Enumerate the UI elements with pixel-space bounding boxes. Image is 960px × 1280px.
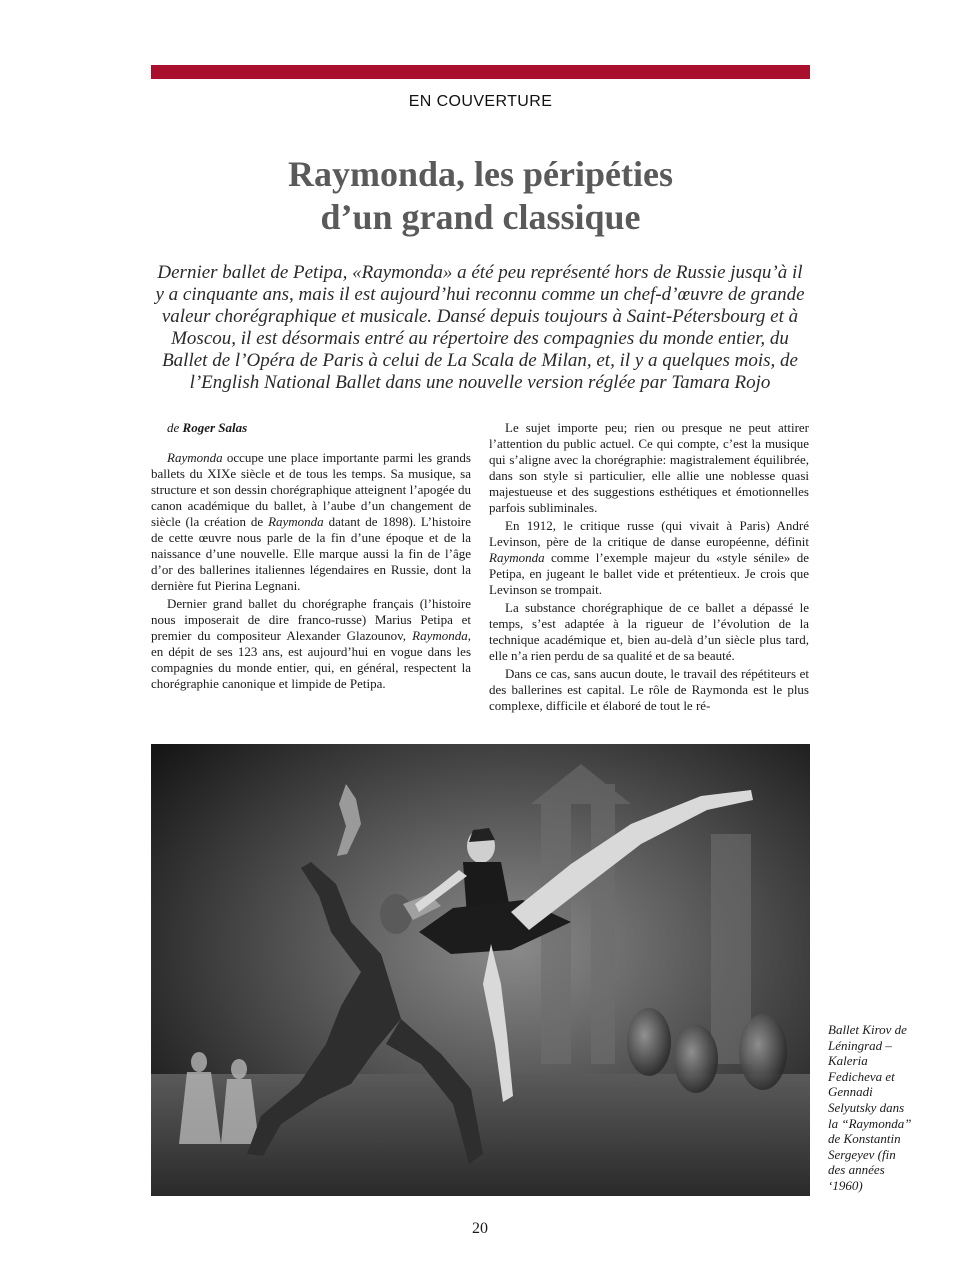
article-title-line-1: Raymonda, les péripéties	[288, 154, 673, 194]
article-title-line-2: d’un grand classique	[320, 197, 641, 237]
byline	[151, 420, 471, 436]
lead-line: valeur chorégraphique et musicale. Dansé depuis toujours à Saint-Pétersbourg et à	[161, 306, 799, 327]
lead-line: Ballet de l’Opéra de Paris à celui de La Scala de Milan, et, il y a quelques mois, de	[162, 350, 798, 371]
lead-line: l’English National Ballet dans une nouvelle version réglée par Tamara Rojo	[189, 372, 771, 393]
section-accent-bar	[151, 65, 810, 79]
body-paragraph: Raymonda occupe une place importante parmi les grands ballets du XIXe siècle et de tous les temps. Sa musique, sa structure et son dessin chorégraphique atteignent l’apogée du canon académique du ballet, à l’aube d’un changement de siècle (la création de Raymonda datant de 1898). L’histoire de cette œuvre nous parle de la fin d’une époque et de la naissance d’une nouvelle. Elle marque aussi la fin de l’âge d’or des ballerines italiennes légendaires en Russie, dont la dernière fut Pierina Legnani.	[151, 450, 472, 593]
page-number: 20	[472, 1220, 488, 1237]
article-lead	[140, 262, 820, 394]
body-paragraph: La substance chorégraphique de ce ballet a dépassé le temps, s’est adaptée à la rigueur de l’évolution de la technique académique et, bien au-delà d’un siècle plus tard, elle n’a rien perdu de sa qualité et de sa beauté.	[489, 600, 809, 663]
lead-line: Moscou, il est désormais entré au répertoire des compagnies du monde entier, du	[171, 328, 789, 349]
byline-prefix: de	[167, 420, 180, 435]
body-paragraph: Le sujet importe peu; rien ou presque ne peut attirer l’attention du public actuel. Ce qui compte, c’est la musique qui s’aligne avec la chorégraphie: magistralement équilibrée, dans son style si particulier, elle allie une noblesse quasi majestueuse et des suggestions esthétiques et émotionnelles parfois subliminales.	[489, 420, 809, 515]
article-title	[151, 153, 810, 239]
body-paragraph: En 1912, le critique russe (qui vivait à Paris) André Levinson, père de la critique de danse européenne, définit Raymonda comme l’exemple majeur du «style sénile» de Petipa, en jugeant le ballet vide et prétentieux. Je crois que Levinson se trompait.	[489, 518, 809, 597]
photo-caption: Ballet Kirov de Léningrad – Kaleria Fedicheva et Gennadi Selyutsky dans la “Raymonda” de Konstantin Sergeyev (fin des années ‘1960)	[828, 1022, 912, 1193]
body-paragraph: Dans ce cas, sans aucun doute, le travail des répétiteurs et des ballerines est capital. Le rôle de Raymonda est le plus complexe, difficile et élaboré de tout le ré-	[489, 666, 809, 713]
lead-line: Dernier ballet de Petipa, «Raymonda» a été peu représenté hors de Russie jusqu’à il	[157, 262, 803, 283]
section-label: EN COUVERTURE	[408, 93, 553, 110]
text-column-left	[151, 420, 471, 694]
ballet-photo	[151, 744, 810, 1196]
lead-line: y a cinquante ans, mais il est aujourd’hui reconnu comme un chef-d’œuvre de grande	[155, 284, 805, 305]
byline-author: Roger Salas	[182, 420, 248, 435]
body-paragraph: Dernier grand ballet du chorégraphe français (l’histoire nous imposerait de dire franco-russe) Marius Petipa et premier du compositeur Alexander Glazounov, Raymonda, en dépit de ses 123 ans, est aujourd’hui en vogue dans les compagnies du monde entier, qui, en général, respectent la chorégraphie canonique et limpide de Petipa.	[151, 596, 471, 691]
text-column-right	[489, 420, 809, 716]
